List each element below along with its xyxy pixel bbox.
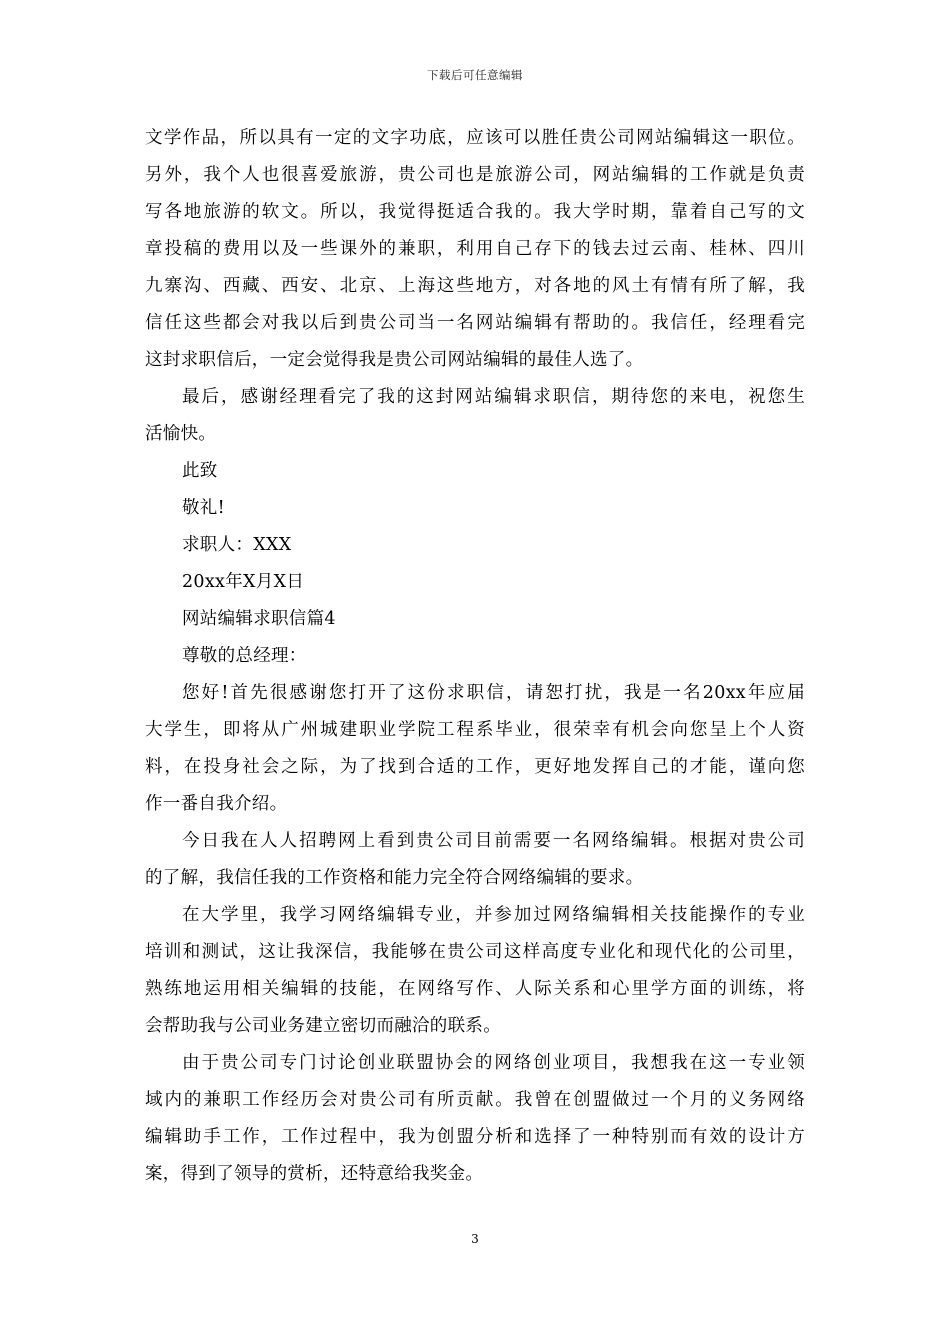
text-line: 活愉快。	[145, 424, 217, 444]
text-line: 网站编辑求职信篇4	[182, 609, 336, 629]
text-line: 九寨沟、西藏、西安、北京、上海这些地方，对各地的风土有情有所了解，我	[145, 276, 805, 296]
text-line: 另外，我个人也很喜爱旅游，贵公司也是旅游公司，网站编辑的工作就是负责	[145, 165, 805, 185]
text-line: 培训和测试，这让我深信，我能够在贵公司这样高度专业化和现代化的公司里，	[145, 942, 805, 962]
text-line: 求职人：XXX	[182, 535, 292, 555]
page-number: 3	[471, 1232, 479, 1246]
text-line: 20xx年X月X日	[182, 572, 305, 592]
text-line: 作一番自我介绍。	[145, 794, 288, 814]
text-line: 大学生，即将从广州城建职业学院工程系毕业，很荣幸有机会向您呈上个人资	[145, 720, 805, 740]
text-line: 写各地旅游的软文。所以，我觉得挺适合我的。我大学时期，靠着自己写的文	[145, 202, 805, 222]
text-line: 此致	[182, 461, 218, 481]
text-line: 您好!首先很感谢您打开了这份求职信，请恕打扰，我是一名20xx年应届	[182, 683, 805, 703]
text-line: 最后，感谢经理看完了我的这封网站编辑求职信，期待您的来电，祝您生	[182, 387, 805, 407]
text-line: 熟练地运用相关编辑的技能，在网络写作、人际关系和心里学方面的训练，将	[145, 979, 805, 999]
text-line: 敬礼!	[182, 498, 225, 518]
text-line: 尊敬的总经理：	[182, 646, 307, 666]
text-line: 信任这些都会对我以后到贵公司当一名网站编辑有帮助的。我信任，经理看完	[145, 313, 805, 333]
text-line: 章投稿的费用以及一些课外的兼职，利用自己存下的钱去过云南、桂林、四川	[145, 239, 805, 259]
text-line: 今日我在人人招聘网上看到贵公司目前需要一名网络编辑。根据对贵公司	[182, 831, 805, 851]
text-line: 料，在投身社会之际，为了找到合适的工作，更好地发挥自己的才能，谨向您	[145, 757, 805, 777]
text-line: 文学作品，所以具有一定的文字功底，应该可以胜任贵公司网站编辑这一职位。	[145, 128, 805, 148]
text-line: 会帮助我与公司业务建立密切而融洽的联系。	[145, 1016, 501, 1036]
text-line: 的了解，我信任我的工作资格和能力完全符合网络编辑的要求。	[145, 868, 644, 888]
text-line: 编辑助手工作，工作过程中，我为创盟分析和选择了一种特别而有效的设计方	[145, 1127, 805, 1147]
page-header-note: 下载后可任意编辑	[427, 68, 523, 82]
text-line: 域内的兼职工作经历会对贵公司有所贡献。我曾在创盟做过一个月的义务网络	[145, 1090, 805, 1110]
text-line: 这封求职信后，一定会觉得我是贵公司网站编辑的最佳人选了。	[145, 350, 644, 370]
text-line: 案，得到了领导的赏析，还特意给我奖金。	[145, 1164, 484, 1184]
text-line: 在大学里，我学习网络编辑专业，并参加过网络编辑相关技能操作的专业	[182, 905, 805, 925]
document-body	[145, 120, 805, 1193]
text-line: 由于贵公司专门讨论创业联盟协会的网络创业项目，我想我在这一专业领	[182, 1053, 805, 1073]
